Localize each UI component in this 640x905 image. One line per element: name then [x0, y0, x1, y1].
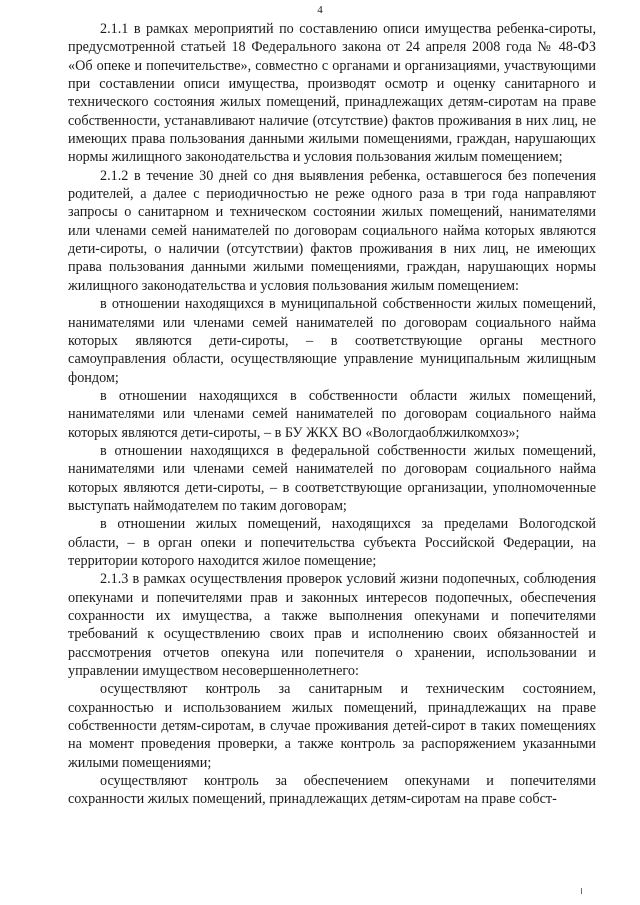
paragraph-outside-region-housing: в отношении жилых помещений, находящихся за пределами Вологодской области, – в орган опеки и попечительства субъекта Российской Федерации, на территории которого находится жилое помещение; [68, 516, 596, 569]
paragraph-preservation-control: осуществляют контроль за обеспечением опекунами и попечителями сохранности жилых помещений, принадлежащих детям-сиротам на праве собст- [68, 773, 596, 808]
paragraph-federal-housing: в отношении находящихся в федеральной собственности жилых помещений, нанимателями или членами семей нанимателей по договорам социального найма которых являются дети-сироты, – в соответствующие организации, уполномоченные выступать наймодателем по таким договорам; [68, 442, 596, 514]
paragraph-regional-housing: в отношении находящихся в собственности области жилых помещений, нанимателями или членами семей нанимателей по договорам социального найма которых являются дети-сироты, – в БУ ЖКХ ВО «Вологдаоблжилкомхоз»; [68, 387, 596, 441]
document-body [68, 20, 596, 809]
paragraph-2-1-3: 2.1.3 в рамках осуществления проверок условий жизни подопечных, соблюдения опекунами и попечителями прав и законных интересов подопечных, обеспечения сохранности их имущества, а также выполнения опекунами и попечителями требований к осуществлению своих прав и исполнению своих обязанностей и рассмотрения отчетов опекуна или попечителя о хранении, использовании и управлении имуществом несовершеннолетнего: [68, 571, 596, 680]
paragraph-2-1-2: 2.1.2 в течение 30 дней со дня выявления ребенка, оставшегося без попечения родителей, а далее с периодичностью не реже одного раза в три года направляют запросы о санитарном и техническом состоянии жилых помещений, нанимателями или членами семей нанимателей по договорам социального найма которых являются дети-сироты, о наличии (отсутствии) фактов проживания в них лиц, не имеющих права пользования данными жилыми помещениями, граждан, нарушающих нормы жилищного законодательства и условия пользования жилым помещением: [68, 167, 596, 294]
paragraph-sanitary-control: осуществляют контроль за санитарным и техническим состоянием, сохранностью и использованием жилых помещений, принадлежащих на праве собственности детям-сиротам, в случае проживания детей-сирот в таких помещениях на момент проведения проверки, а также контроль за распоряжением указанными жилыми помещениями; [68, 681, 596, 771]
paragraph-2-1-1: 2.1.1 в рамках мероприятий по составлению описи имущества ребенка-сироты, предусмотренной статьей 18 Федерального закона от 24 апреля 2008 года № 48-ФЗ «Об опеке и попечительстве», совместно с органами и организациями, участвующими при составлении описи имущества, производят осмотр и оценку санитарного и технического состояния жилых помещений, принадлежащих детям-сиротам на праве собственности, устанавливают наличие (отсутствие) фактов проживания в них лиц, не имеющих права пользования данными жилыми помещениями, граждан, нарушающих нормы жилищного законодательства и условия пользования жилым помещением; [68, 21, 596, 166]
scan-mark [581, 888, 582, 894]
page-number: 4 [317, 4, 323, 16]
paragraph-municipal-housing: в отношении находящихся в муниципальной собственности жилых помещений, нанимателями или членами семей нанимателей по договорам социального найма которых являются дети-сироты, – в соответствующие органы местного самоуправления области, осуществляющие управление муниципальным жилищным фондом; [68, 296, 596, 386]
